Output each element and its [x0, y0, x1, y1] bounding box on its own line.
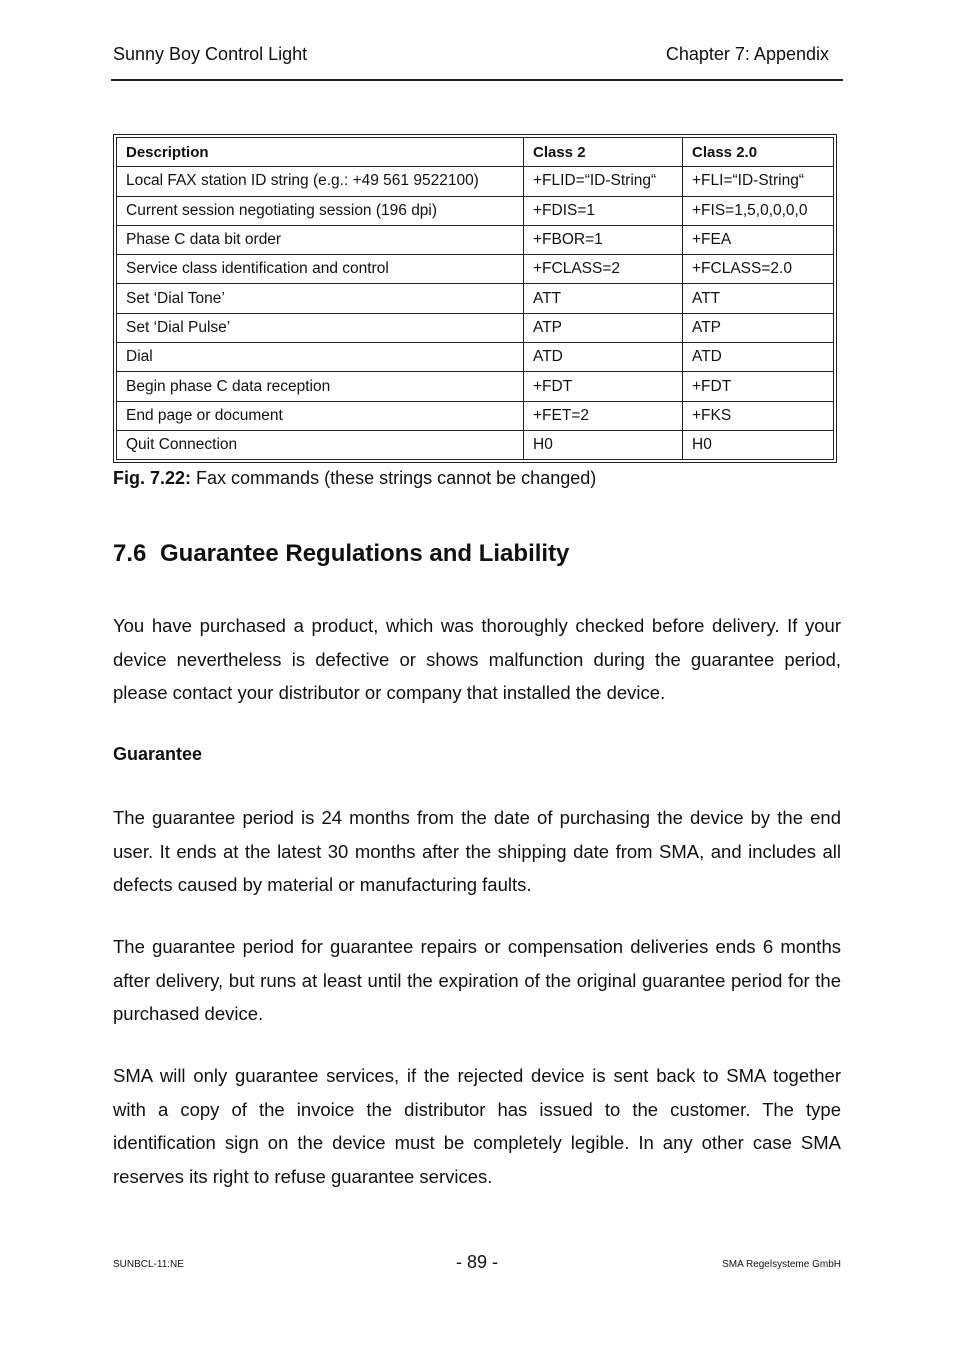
column-header: Class 2.0 [683, 138, 834, 167]
table-row [117, 284, 834, 313]
fax-commands-table [113, 134, 837, 463]
figure-caption-text: Fax commands (these strings cannot be changed) [191, 468, 597, 488]
table-row [117, 343, 834, 372]
section-number: 7.6 [113, 540, 147, 567]
table-cell: Service class identification and control [117, 255, 524, 284]
table-cell: Phase C data bit order [117, 225, 524, 254]
header-document-title: Sunny Boy Control Light [113, 44, 308, 64]
table-cell: +FCLASS=2.0 [683, 255, 834, 284]
table-row [117, 255, 834, 284]
table-cell: Dial [117, 343, 524, 372]
table-cell: +FIS=1,5,0,0,0,0 [683, 196, 834, 225]
section-title-text: Guarantee Regulations and Liability [160, 540, 570, 567]
table-cell: ATT [683, 284, 834, 313]
table-cell: Set ‘Dial Pulse’ [117, 313, 524, 342]
table-cell: +FDT [524, 372, 683, 401]
table-cell: H0 [683, 430, 834, 459]
table-cell: Begin phase C data reception [117, 372, 524, 401]
table-cell: End page or document [117, 401, 524, 430]
table-cell: +FDIS=1 [524, 196, 683, 225]
section-heading [113, 540, 569, 568]
column-header: Class 2 [524, 138, 683, 167]
table-cell: Quit Connection [117, 430, 524, 459]
intro-paragraph: You have purchased a product, which was thoroughly checked before delivery. If your device nevertheless is defective or shows malfunction during the guarantee period, please contact your distributor or company that installed the device. [113, 615, 841, 703]
table-row [117, 372, 834, 401]
table-cell: ATT [524, 284, 683, 313]
table-cell: +FCLASS=2 [524, 255, 683, 284]
table-row [117, 196, 834, 225]
guarantee-paragraph: The guarantee period is 24 months from the date of purchasing the device by the end user. It ends at the latest 30 months after the shipping date from SMA, and includes all defects caused by material or manufacturing faults. [113, 807, 841, 895]
page-number: - 89 - [455, 1252, 498, 1272]
guarantee-subheading: Guarantee [113, 744, 203, 764]
table-cell: +FLI=“ID-String“ [683, 167, 834, 196]
footer-document-code: SUNBCL-11:NE [113, 1259, 184, 1270]
table-header-row [117, 138, 834, 167]
table-cell: +FLID=“ID-String“ [524, 167, 683, 196]
footer-company: SMA Regelsysteme GmbH [722, 1259, 841, 1270]
table-cell: Local FAX station ID string (e.g.: +49 561 9522100) [117, 167, 524, 196]
figure-caption [113, 468, 596, 489]
table-row [117, 401, 834, 430]
table-cell: Current session negotiating session (196 dpi) [117, 196, 524, 225]
guarantee-paragraph: The guarantee period for guarantee repairs or compensation deliveries ends 6 months after delivery, but runs at least until the expiration of the original guarantee period for the purchased device. [113, 936, 841, 1024]
table-cell: Set ‘Dial Tone’ [117, 284, 524, 313]
table-row [117, 313, 834, 342]
table-row [117, 430, 834, 459]
guarantee-paragraph: SMA will only guarantee services, if the rejected device is sent back to SMA together with a copy of the invoice the distributor has issued to the customer. The type identification sign on the device must be completely legible. In any other case SMA reserves its right to refuse guarantee services. [113, 1065, 841, 1187]
column-header: Description [117, 138, 524, 167]
table-cell: ATD [524, 343, 683, 372]
table-cell: +FKS [683, 401, 834, 430]
table-row [117, 225, 834, 254]
header-chapter-title: Chapter 7: Appendix [665, 44, 829, 64]
table-cell: ATD [683, 343, 834, 372]
table-cell: H0 [524, 430, 683, 459]
table-cell: +FEA [683, 225, 834, 254]
table-cell: ATP [683, 313, 834, 342]
header-divider [111, 79, 843, 81]
table-cell: +FDT [683, 372, 834, 401]
table-cell: ATP [524, 313, 683, 342]
table-row [117, 167, 834, 196]
table-cell: +FBOR=1 [524, 225, 683, 254]
table-cell: +FET=2 [524, 401, 683, 430]
figure-caption-label: Fig. 7.22: [113, 468, 192, 488]
